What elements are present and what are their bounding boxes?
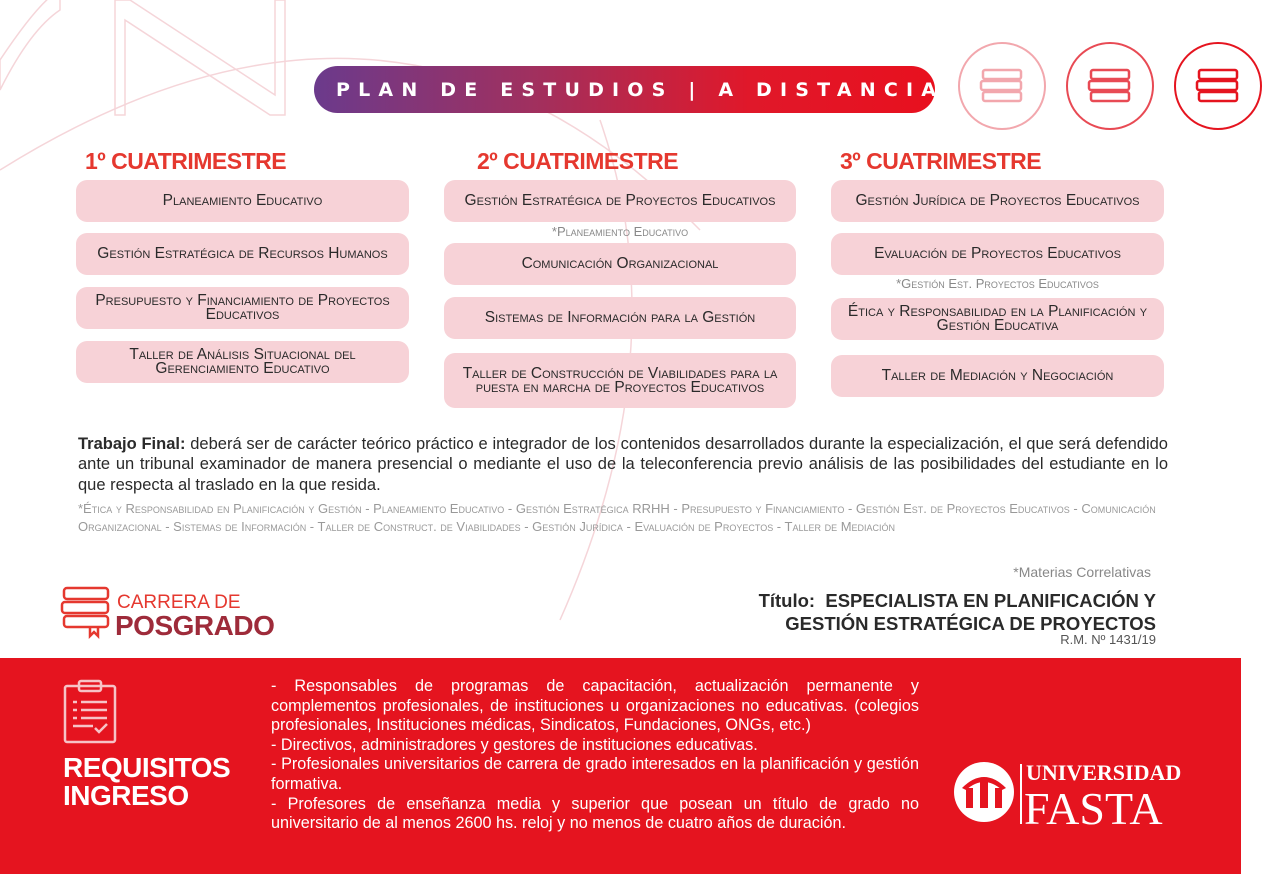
requirement-item: - Profesores de enseñanza media y superior que posean un título de grado no universitario de al menos 2600 hs. reloj y no menos de cuatro años de duración. (271, 794, 919, 833)
requirements-footer (0, 658, 1241, 874)
books-icon (1195, 66, 1241, 106)
course-item: Gestión Estratégica de Recursos Humanos (76, 233, 409, 275)
requirements-list (271, 677, 919, 834)
books-icon (60, 584, 112, 636)
final-work-notes: *Ética y Responsabilidad en Planificación y Gestión - Planeamiento Educativo - Gestión Estratégica RRHH - Presupuesto y Financiamiento - Gestión Est. de Proyectos Educativos - Comunicación Organizacional - Sistemas de Información - Taller de Construct. de Viabilidades - Gestión Jurídica - Evaluación de Proyectos - Taller de Mediación (78, 501, 1156, 534)
books-icon (1087, 66, 1133, 106)
books-icon-circle-2 (1066, 42, 1154, 130)
brand-small-text: CARRERA DE (117, 592, 241, 613)
course-item: Presupuesto y Financiamiento de Proyectos Educativos (76, 287, 409, 329)
requirements-title (63, 754, 230, 810)
prerequisite-note: *Gestión Est. Proyectos Educativos (896, 276, 1099, 291)
requirement-item: - Profesionales universitarios de carrera de grado interesados en la planificación y gestión formativa. (271, 755, 919, 793)
university-fasta-logo (952, 758, 1182, 834)
correlativas-note: *Materias Correlativas (1013, 564, 1151, 580)
university-name-line-2: FASTA (1024, 783, 1163, 834)
course-item: Planeamiento Educativo (76, 180, 409, 222)
clipboard-checklist-icon (63, 680, 117, 744)
semester-3-title: 3º CUATRIMESTRE (840, 148, 1042, 174)
requirements-title-line-2: INGRESO (63, 780, 189, 811)
course-item: Evaluación de Proyectos Educativos (831, 233, 1164, 275)
final-work-label: Trabajo Final: (78, 435, 186, 453)
course-item: Gestión Jurídica de Proyectos Educativos (831, 180, 1164, 222)
plan-header-title: PLAN DE ESTUDIOS | A DISTANCIA (336, 78, 945, 101)
plan-header-banner (314, 66, 945, 113)
brand-big-text: POSGRADO (115, 610, 275, 641)
final-work-text: deberá ser de carácter teórico práctico e integrador de los contenidos desarrollados durante la especialización, el que será defendido ante un tribunal examinador de manera presencial o mediante el uso de la teleconferencia previo análisis de las posibilidades del estudiante en lo que respecta al traslado en la que resida. (78, 435, 1168, 494)
degree-title (680, 590, 1156, 635)
course-item: Taller de Análisis Situacional del Gerenciamiento Educativo (76, 341, 409, 383)
prerequisite-note: *Planeamiento Educativo (551, 224, 689, 239)
books-icon (979, 66, 1025, 106)
requirement-item: - Responsables de programas de capacitación, actualización permanente y complementos profesionales, de instituciones u organizaciones no educativas. (colegios profesionales, Instituciones médicas, Sindicatos, Fundaciones, ONGs, etc.) (271, 677, 919, 735)
final-work-paragraph (78, 434, 1168, 495)
course-item: Gestión Estratégica de Proyectos Educativos (444, 180, 796, 222)
degree-line-2: GESTIÓN ESTRATÉGICA DE PROYECTOS (785, 612, 1156, 634)
semester-1-title: 1º CUATRIMESTRE (85, 148, 287, 174)
course-item: Taller de Mediación y Negociación (831, 355, 1164, 397)
books-icon-circle-3 (1174, 42, 1262, 130)
semester-2-title: 2º CUATRIMESTRE (477, 148, 679, 174)
course-item: Ética y Responsabilidad en la Planificación y Gestión Educativa (831, 298, 1164, 340)
requirements-title-line-1: REQUISITOS (63, 752, 231, 783)
course-item: Comunicación Organizacional (444, 243, 796, 285)
degree-line-1: ESPECIALISTA EN PLANIFICACIÓN Y (825, 590, 1156, 611)
requirement-item: - Directivos, administradores y gestores de instituciones educativas. (271, 735, 758, 754)
books-icon-circle-1 (958, 42, 1046, 130)
course-item: Sistemas de Información para la Gestión (444, 297, 796, 339)
course-item: Taller de Construcción de Viabilidades para la puesta en marcha de Proyectos Educativos (444, 353, 796, 408)
university-name-line-1: UNIVERSIDAD (1026, 760, 1182, 785)
degree-resolution: R.M. Nº 1431/19 (1060, 632, 1156, 647)
degree-label: Título: (758, 590, 816, 611)
